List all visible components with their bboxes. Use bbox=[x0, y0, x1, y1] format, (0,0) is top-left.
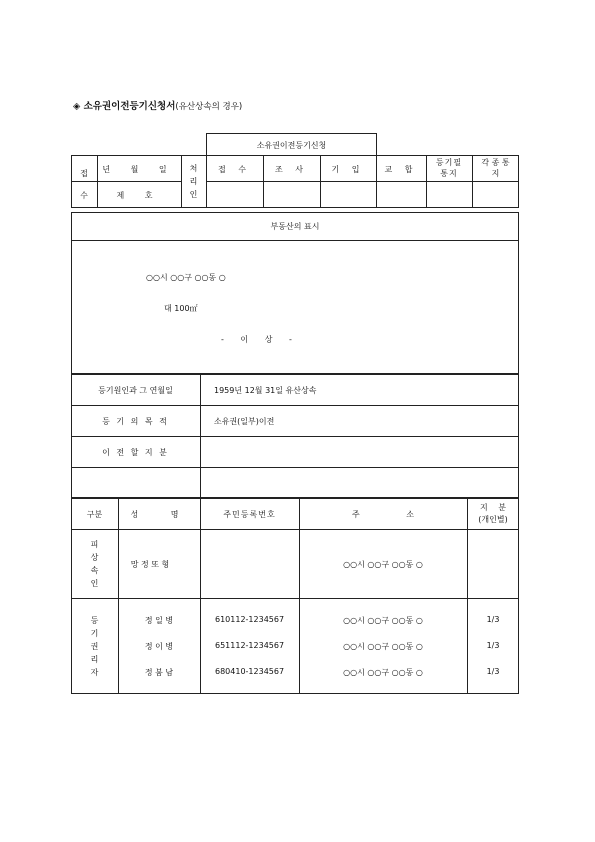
holder-share: 1/3 bbox=[486, 667, 500, 676]
holder-share: 1/3 bbox=[486, 641, 500, 650]
diamond-bullet-icon: ◈ bbox=[73, 101, 81, 112]
property-address: ○○시 ○○구 ○○동 ○ bbox=[146, 273, 226, 282]
property-section bbox=[71, 212, 519, 374]
check-label: 교 합 bbox=[384, 165, 418, 174]
header-type: 구분 bbox=[86, 510, 103, 519]
decedent-label: 피상속인 bbox=[90, 540, 99, 588]
processor-label: 처리인 bbox=[189, 164, 198, 199]
header-share-sub: (개인별) bbox=[478, 515, 508, 524]
decedent-name: 망 정 또 형 bbox=[130, 560, 170, 569]
receipt-label: 접 수 bbox=[218, 165, 251, 174]
detail-value-cause: 1959년 12월 31일 유산상속 bbox=[214, 386, 317, 395]
detail-value-purpose: 소유권(일부)이전 bbox=[214, 417, 275, 426]
various-notice-label: 각 종 통 지 bbox=[481, 158, 510, 178]
holder-share: 1/3 bbox=[486, 615, 500, 624]
property-land: 대 100㎡ bbox=[164, 304, 198, 313]
holder-address: ○○시 ○○구 ○○동 ○ bbox=[343, 642, 423, 651]
date-label: 년 월 일 bbox=[102, 165, 176, 174]
property-section-title: 부동산의 표시 bbox=[270, 222, 320, 231]
number-label: 제 호 bbox=[116, 191, 162, 200]
parties-table bbox=[71, 498, 519, 694]
holder-label: 등기권리자 bbox=[90, 616, 99, 677]
detail-label-cause: 등기원인과 그 연월일 bbox=[98, 386, 173, 395]
holder-name: 정 붐 남 bbox=[144, 668, 174, 677]
property-closing: - 이 상 - bbox=[221, 335, 292, 344]
holder-id: 651112-1234567 bbox=[215, 641, 285, 650]
header-address: 주 소 bbox=[352, 510, 414, 519]
reception-label: 접수 bbox=[80, 169, 88, 200]
holder-address: ○○시 ○○구 ○○동 ○ bbox=[343, 616, 423, 625]
header-name: 성 명 bbox=[130, 510, 188, 519]
document-title bbox=[73, 98, 242, 112]
detail-label-purpose: 등 기 의 목 적 bbox=[102, 417, 169, 426]
holder-id: 610112-1234567 bbox=[215, 615, 285, 624]
application-title: 소유권이전등기신청 bbox=[256, 141, 327, 150]
title-sub: (유산상속의 경우) bbox=[175, 102, 243, 112]
holder-id: 680410-1234567 bbox=[215, 667, 285, 676]
holder-name: 정 이 병 bbox=[144, 642, 174, 651]
header-share: 지 분 bbox=[480, 503, 506, 512]
investigation-label: 조 사 bbox=[275, 165, 308, 174]
header-id: 주민등록번호 bbox=[223, 510, 276, 519]
holder-address: ○○시 ○○구 ○○동 ○ bbox=[343, 668, 423, 677]
registry-notice-label: 등기필통지 bbox=[435, 158, 463, 178]
title-main: 소유권이전등기신청서 bbox=[83, 101, 176, 112]
decedent-address: ○○시 ○○구 ○○동 ○ bbox=[343, 560, 423, 569]
holder-name: 정 일 병 bbox=[144, 616, 174, 625]
detail-label-share: 이 전 할 지 분 bbox=[102, 448, 169, 457]
entry-label: 기 입 bbox=[331, 165, 365, 174]
